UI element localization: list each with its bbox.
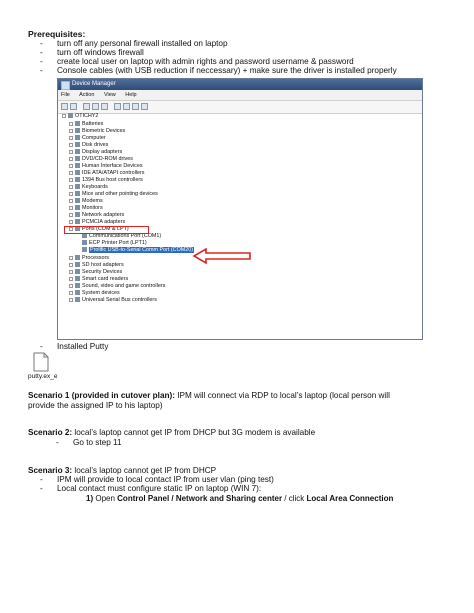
help-icon[interactable]: [92, 103, 99, 110]
list-item: [56, 438, 122, 448]
device-category-icon: [75, 135, 80, 140]
tree-item[interactable]: [69, 170, 145, 177]
step-text-d: Local Area Connection: [306, 494, 394, 503]
scenario-1-text: IPM will connect via RDP to local’s laptop (local person will: [174, 391, 390, 400]
tree-item[interactable]: [69, 198, 103, 205]
tree-item-label-selected: Prolific USB-to-Serial Comm Port (COM20): [90, 247, 194, 253]
tree-item-label: Biometric Devices: [82, 128, 126, 134]
expand-icon[interactable]: [69, 150, 73, 154]
tree-item[interactable]: [69, 276, 128, 283]
step-1-line: [86, 494, 393, 503]
step-text-a: Open: [95, 494, 118, 503]
tree-item[interactable]: [69, 262, 124, 269]
device-category-icon: [75, 219, 80, 224]
expand-icon[interactable]: [69, 143, 73, 147]
port-icon: [82, 247, 87, 252]
menu-bar: [58, 90, 422, 101]
tree-item-label: IDE ATA/ATAPI controllers: [82, 170, 145, 176]
tree-item-label: Processors: [82, 255, 109, 261]
expand-icon[interactable]: [69, 136, 73, 140]
device-category-icon: [75, 149, 80, 154]
tree-item[interactable]: [69, 269, 122, 276]
menu-action[interactable]: Action: [79, 92, 95, 98]
expand-icon[interactable]: [69, 220, 73, 224]
forward-icon[interactable]: [70, 103, 77, 110]
device-category-icon: [75, 290, 80, 295]
tree-item[interactable]: [69, 219, 125, 226]
tree-item-label: Disk drives: [82, 142, 109, 148]
tree-item-label: PCMCIA adapters: [82, 219, 126, 225]
back-icon[interactable]: [61, 103, 68, 110]
file-icon: [33, 352, 49, 372]
tree-item[interactable]: [69, 149, 122, 156]
tree-root[interactable]: [62, 113, 98, 120]
bullet-dash: -: [40, 66, 43, 75]
scan-hardware-icon[interactable]: [114, 103, 121, 110]
device-category-icon: [75, 191, 80, 196]
device-category-icon: [75, 184, 80, 189]
list-item-text: IPM will provide to local contact IP from user vlan (ping test): [57, 475, 274, 484]
tree-item-label: Human Interface Devices: [82, 163, 143, 169]
tree-item[interactable]: [69, 212, 124, 219]
tree-item-label: Batteries: [82, 121, 104, 127]
bullet-dash: -: [40, 48, 43, 57]
expand-icon[interactable]: [69, 270, 73, 274]
collapse-icon[interactable]: [62, 114, 66, 118]
expand-icon[interactable]: [69, 284, 73, 288]
tree-item-lpt1[interactable]: [82, 240, 147, 247]
scenario-1-line: [28, 391, 390, 401]
tree-item-label: Keyboards: [82, 184, 108, 190]
device-manager-window: [57, 78, 423, 340]
tree-item-label: Network adapters: [82, 212, 125, 218]
list-item-text: Console cables (with USB reduction if neccessary) + make sure the driver is installed properly: [57, 66, 397, 75]
list-item-text: Local contact must configure static IP on laptop (WIN 7):: [57, 484, 262, 493]
list-item-text: Installed Putty: [57, 342, 109, 351]
prerequisites-heading: Prerequisites:: [28, 29, 86, 39]
tree-item-com1[interactable]: [82, 233, 161, 240]
tree-item[interactable]: [69, 184, 108, 191]
device-manager-icon: [61, 81, 70, 90]
bullet-dash: -: [56, 438, 59, 447]
menu-file[interactable]: File: [61, 92, 70, 98]
list-item: [40, 484, 261, 494]
expand-icon[interactable]: [69, 192, 73, 196]
device-category-icon: [75, 177, 80, 182]
scenario-3-text: local’s laptop cannot get IP from DHCP: [72, 466, 217, 475]
tree-item[interactable]: [69, 191, 158, 198]
tree-item[interactable]: [69, 290, 120, 297]
port-icon: [82, 240, 87, 245]
device-category-icon: [75, 170, 80, 175]
step-number: 1): [86, 494, 94, 503]
step-text-c: / click: [282, 494, 307, 503]
expand-icon[interactable]: [69, 171, 73, 175]
device-category-icon: [75, 205, 80, 210]
device-category-icon: [75, 255, 80, 260]
expand-icon[interactable]: [69, 178, 73, 182]
tree-item-prolific[interactable]: [82, 247, 194, 254]
scenario-2-line: [28, 428, 315, 438]
scenario-1-line-2: provide the assigned IP to his laptop): [28, 401, 163, 410]
tree-item[interactable]: [69, 255, 109, 262]
disable-device-icon[interactable]: [132, 103, 139, 110]
expand-icon[interactable]: [69, 277, 73, 281]
tree-item-label: Mice and other pointing devices: [82, 191, 158, 197]
device-category-icon: [75, 212, 80, 217]
bullet-dash: -: [40, 342, 43, 351]
ports-highlight-box: [64, 226, 149, 234]
tree-item[interactable]: [69, 163, 143, 170]
device-category-icon: [75, 128, 80, 133]
device-category-icon: [75, 262, 80, 267]
window-titlebar: [58, 79, 422, 90]
list-item-text: turn off windows firewall: [57, 48, 144, 57]
expand-icon[interactable]: [69, 157, 73, 161]
scenario-1-label: Scenario 1 (provided in cutover plan):: [28, 391, 175, 400]
scenario-3-label: Scenario 3:: [28, 466, 73, 475]
tree-item-label: Display adapters: [82, 149, 123, 155]
tree-item-label: ECP Printer Port (LPT1): [89, 240, 147, 246]
expand-icon[interactable]: [69, 185, 73, 189]
tree-item[interactable]: [69, 205, 103, 212]
expand-icon[interactable]: [69, 298, 73, 302]
properties-icon[interactable]: [83, 103, 90, 110]
device-category-icon: [75, 163, 80, 168]
bullet-dash: -: [40, 484, 43, 493]
step-text-b: Control Panel / Network and Sharing center: [117, 494, 283, 503]
tree-item[interactable]: [69, 283, 165, 290]
tree-item-label: Security Devices: [82, 269, 123, 275]
device-category-icon: [75, 269, 80, 274]
bullet-dash: -: [40, 57, 43, 66]
computer-icon: [68, 113, 73, 118]
list-item-text: Go to step 11: [73, 438, 122, 447]
tree-item[interactable]: [69, 121, 103, 128]
tree-item-label: 1394 Bus host controllers: [82, 177, 143, 183]
menu-help[interactable]: Help: [125, 92, 137, 98]
tree-item-label: System devices: [82, 290, 120, 296]
tree-item-label: Computer: [82, 135, 106, 141]
scenario-2-label: Scenario 2:: [28, 428, 73, 437]
device-category-icon: [75, 156, 80, 161]
tree-item-label: SD host adapters: [82, 262, 124, 268]
tree-item[interactable]: [69, 142, 108, 149]
tree-item-label: Sound, video and game controllers: [82, 283, 166, 289]
device-category-icon: [75, 276, 80, 281]
putty-file-attachment[interactable]: [28, 352, 68, 381]
tree-item[interactable]: [69, 128, 125, 135]
tree-item-label: Universal Serial Bus controllers: [82, 297, 157, 303]
window-title: Device Manager: [72, 81, 116, 87]
expand-icon[interactable]: [69, 199, 73, 203]
tree-item[interactable]: [69, 135, 106, 142]
expand-icon[interactable]: [69, 122, 73, 126]
update-driver-icon[interactable]: [123, 103, 130, 110]
bullet-dash: -: [40, 475, 43, 484]
list-item-text: turn off any personal firewall installed on laptop: [57, 39, 228, 48]
device-category-icon: [75, 142, 80, 147]
tree-item-label: Monitors: [82, 205, 103, 211]
tree-item[interactable]: [69, 177, 143, 184]
tree-item[interactable]: [69, 297, 157, 304]
expand-icon[interactable]: [69, 129, 73, 133]
scenario-2-text: local’s laptop cannot get IP from DHCP but 3G modem is available: [72, 428, 316, 437]
expand-icon[interactable]: [69, 164, 73, 168]
tree-root-label: OTICHY2: [75, 113, 99, 119]
tree-item-label: DVD/CD-ROM drives: [82, 156, 133, 162]
list-item-text: create local user on laptop with admin rights and password username & password: [57, 57, 354, 66]
tree-item-label: Ports (COM & LPT): [82, 226, 129, 232]
device-category-icon: [75, 121, 80, 126]
tree-item-label: Modems: [82, 198, 103, 204]
tree-item[interactable]: [69, 156, 133, 163]
uninstall-device-icon[interactable]: [141, 103, 148, 110]
tree-item-label: Communications Port (COM1): [89, 233, 162, 239]
device-category-icon: [75, 283, 80, 288]
bullet-dash: -: [40, 39, 43, 48]
expand-icon[interactable]: [69, 291, 73, 295]
tree-item-label: Smart card readers: [82, 276, 129, 282]
expand-icon[interactable]: [69, 206, 73, 210]
list-item: [40, 342, 108, 352]
expand-icon[interactable]: [69, 213, 73, 217]
device-category-icon: [75, 297, 80, 302]
expand-icon[interactable]: [69, 256, 73, 260]
menu-view[interactable]: View: [103, 92, 116, 98]
show-hidden-icon[interactable]: [101, 103, 108, 110]
list-item: [40, 66, 397, 76]
file-label: putty.ex_e: [28, 373, 58, 380]
red-arrow-icon: [192, 248, 254, 264]
device-category-icon: [75, 198, 80, 203]
expand-icon[interactable]: [69, 263, 73, 267]
